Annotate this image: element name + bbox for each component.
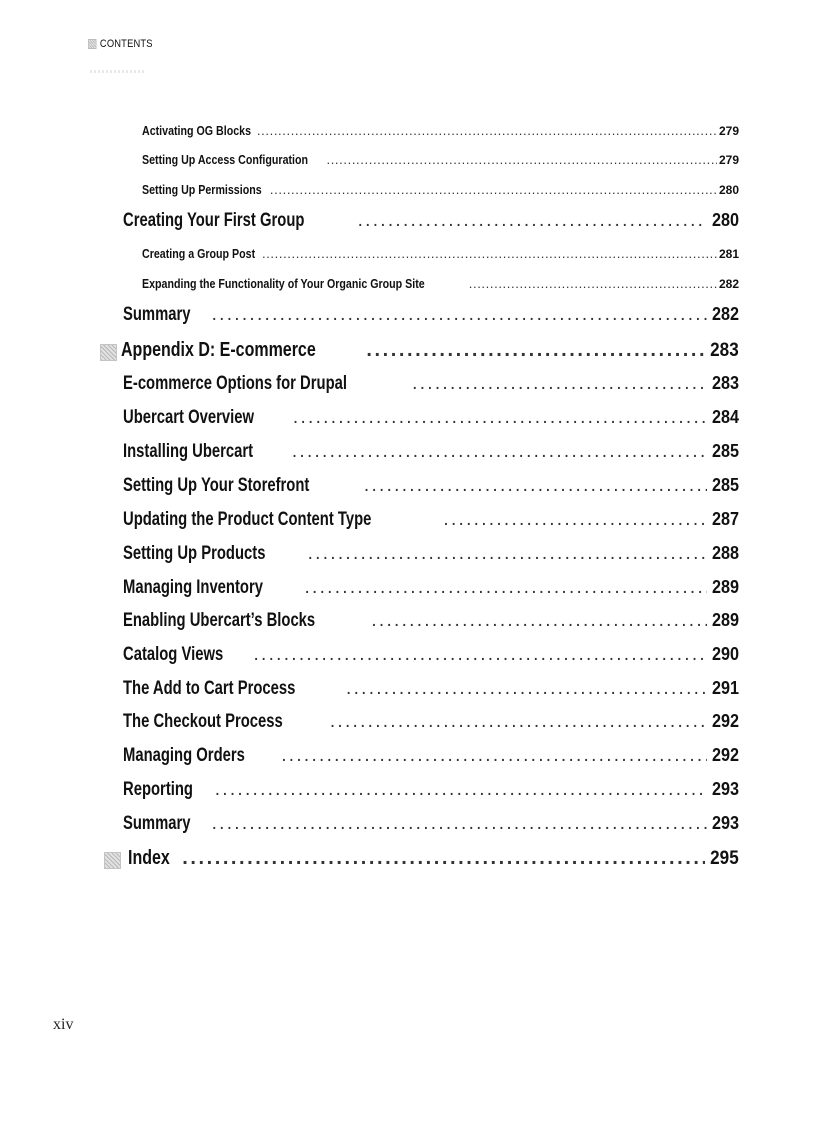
dot-leader [215,779,707,801]
toc-entry-page: 282 [711,304,739,324]
toc-entry-title: Creating a Group Post [142,246,256,261]
page-number: xiv [53,1016,74,1033]
toc-entry[interactable] [123,304,739,328]
toc-entry[interactable] [123,711,739,735]
header-faint-rule [90,70,144,73]
toc-entry-page: 281 [718,247,739,261]
dot-leader [257,123,717,138]
toc-entry[interactable] [142,276,739,294]
toc-entry[interactable] [142,123,739,141]
toc-entry[interactable] [123,210,739,234]
toc-entry-page: 282 [718,277,739,291]
toc-entry-title: Appendix D: E-commerce [121,339,316,361]
toc-entry[interactable] [142,152,739,170]
toc-entry[interactable] [123,543,739,567]
toc-entry-title: E-commerce Options for Drupal [123,373,347,394]
toc-entry-title: Ubercart Overview [123,407,254,428]
toc-entry-title: Summary [123,813,191,834]
chapter-square-icon [104,852,121,869]
dot-leader [366,339,705,362]
toc-entry-page: 285 [711,475,739,495]
toc-entry-page: 279 [718,124,739,138]
toc-entry-page: 291 [711,678,739,698]
dot-leader [358,210,707,232]
dot-leader [182,847,705,870]
toc-entry-title: Setting Up Permissions [142,182,262,197]
dot-leader [304,577,706,599]
toc-entry[interactable] [123,644,739,668]
dot-leader [308,543,707,565]
toc-entry-page: 295 [710,848,739,869]
toc-entry-title: Installing Ubercart [123,441,254,462]
dot-leader [412,373,707,395]
toc-entry-title: Setting Up Your Storefront [123,475,310,496]
toc-entry-page: 287 [711,509,739,529]
toc-entry[interactable] [123,441,739,465]
toc-entry-title: The Checkout Process [123,711,283,732]
toc-entry-title: Updating the Product Content Type [123,509,372,530]
dot-leader [212,304,707,326]
toc-entry[interactable] [123,577,739,601]
dot-leader [469,276,717,291]
dot-leader [281,745,707,767]
toc-entry-page: 290 [711,644,739,664]
toc-entry-page: 280 [711,210,739,230]
toc-entry-title: Index [128,847,170,869]
dot-leader [293,407,707,429]
toc-entry[interactable] [123,475,739,499]
toc-entry-title: Activating OG Blocks [142,123,251,138]
dot-leader [270,182,717,197]
running-header-label: CONTENTS [99,38,153,50]
toc-entry[interactable] [123,509,739,533]
toc-entry-title: Managing Orders [123,745,245,766]
dot-leader [326,152,716,167]
toc-entry-title: Reporting [123,779,193,800]
toc-entry-title: Managing Inventory [123,577,263,598]
toc-entry-page: 280 [718,183,739,197]
toc-entry-title: Enabling Ubercart’s Blocks [123,610,316,631]
toc-entry-title: Summary [123,304,191,325]
toc-entry-title: Catalog Views [123,644,224,665]
header-square-icon [88,39,97,49]
dot-leader [364,475,707,497]
toc-entry[interactable] [123,373,739,397]
toc-entry-title: Creating Your First Group [123,210,305,231]
toc-chapter-entry[interactable] [100,847,739,873]
toc-entry-title: Expanding the Functionality of Your Organic Group Site [142,276,425,291]
chapter-square-icon [100,344,117,361]
toc-entry-page: 289 [711,577,739,597]
toc-entry-page: 292 [711,711,739,731]
toc-entry-title: Setting Up Products [123,543,266,564]
toc-entry[interactable] [142,182,739,200]
toc-entry[interactable] [123,678,739,702]
toc-entry-title: The Add to Cart Process [123,678,296,699]
toc-entry-page: 293 [711,779,739,799]
dot-leader [253,644,706,666]
toc-entry[interactable] [142,246,739,264]
toc-entry-page: 283 [711,373,739,393]
toc-entry-page: 289 [711,610,739,630]
dot-leader [212,813,707,835]
toc-entry-page: 292 [711,745,739,765]
toc-entry-page: 283 [710,340,739,361]
toc-entry-title: Setting Up Access Configuration [142,152,309,167]
dot-leader [443,509,707,531]
toc-entry[interactable] [123,610,739,634]
toc-entry[interactable] [123,407,739,431]
dot-leader [330,711,707,733]
dot-leader [346,678,707,700]
toc-entry[interactable] [123,779,739,803]
toc-entry-page: 288 [711,543,739,563]
toc-entry[interactable] [123,813,739,837]
running-header [88,38,153,50]
toc-chapter-entry[interactable] [100,339,739,365]
toc-entry-page: 285 [711,441,739,461]
dot-leader [371,610,707,632]
toc-entry-page: 279 [718,153,739,167]
toc-entry-page: 284 [711,407,739,427]
toc-entry-page: 293 [711,813,739,833]
dot-leader [262,246,717,261]
toc-entry[interactable] [123,745,739,769]
dot-leader [292,441,707,463]
